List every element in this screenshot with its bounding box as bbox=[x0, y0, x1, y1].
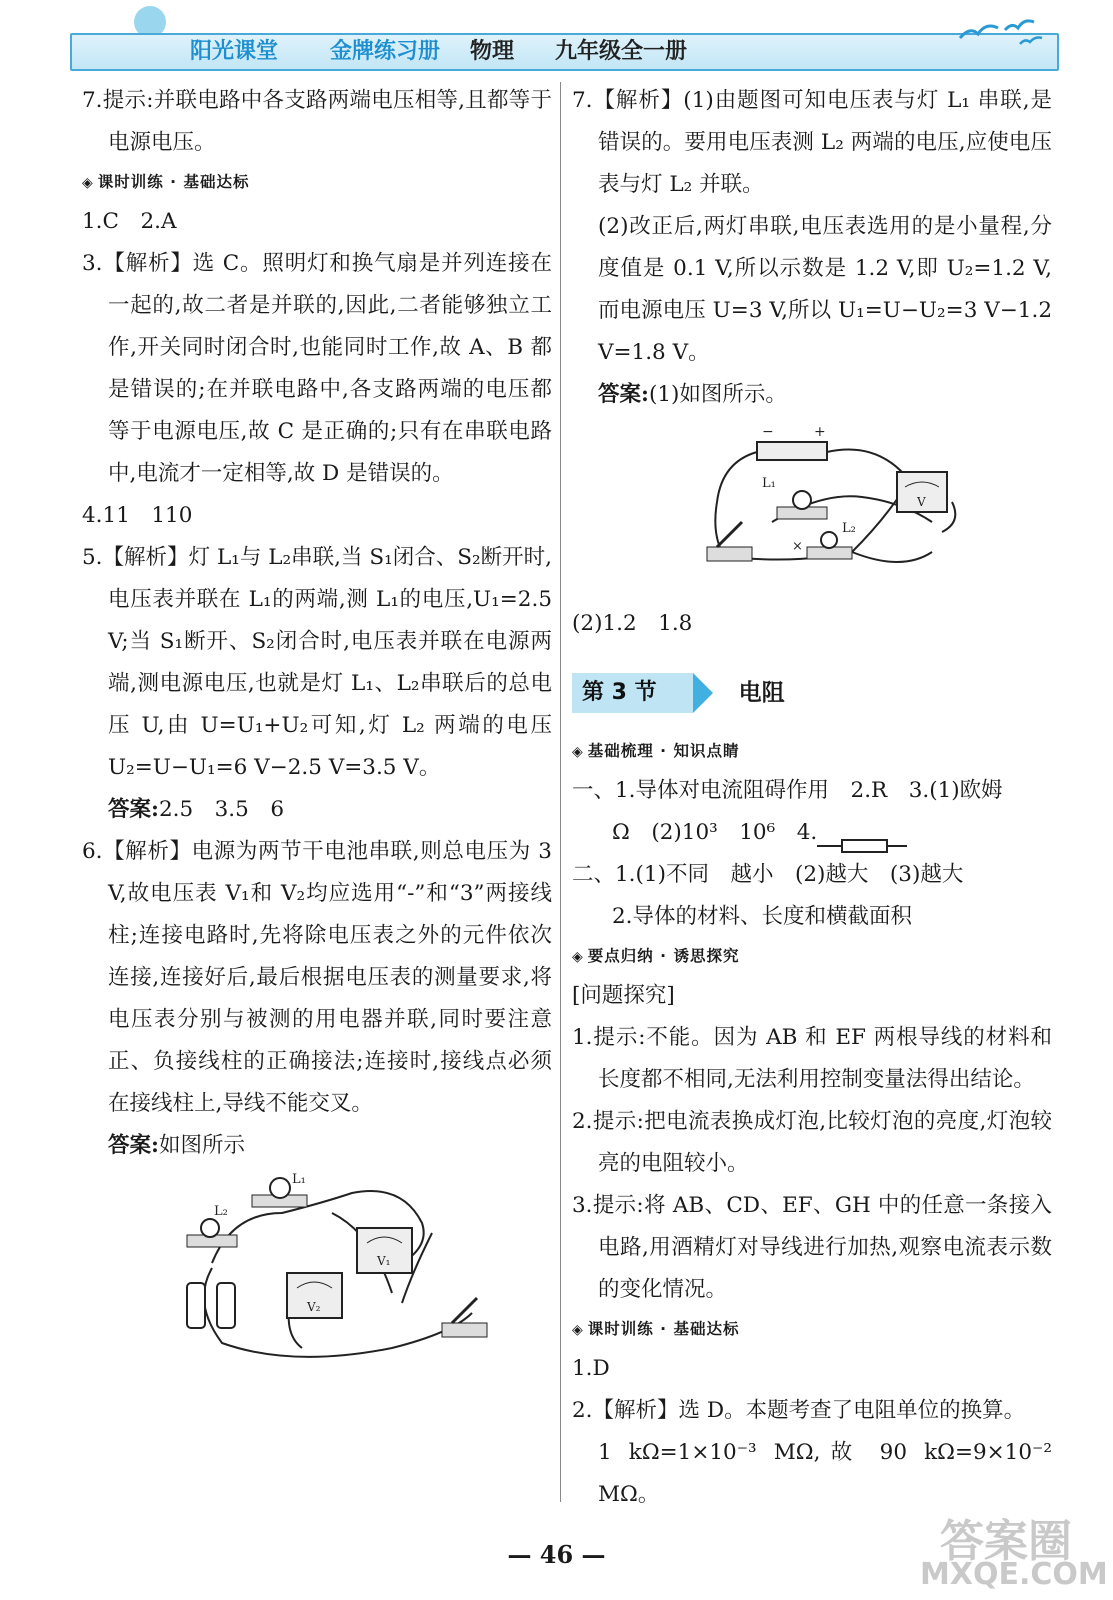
left-a4: 4.11 110 bbox=[82, 503, 193, 528]
left-a12: 1.C 2.A bbox=[82, 209, 177, 234]
section-heading bbox=[572, 671, 1052, 715]
svg-text:V₂: V₂ bbox=[307, 1300, 321, 1314]
svg-text:L₂: L₂ bbox=[842, 521, 856, 536]
right-e2: 2.提示:把电流表换成灯泡,比较灯泡的亮度,灯泡较亮的电阻较小。 bbox=[572, 1109, 1052, 1176]
watermark bbox=[920, 1505, 1110, 1595]
right-k1b: Ω (2)10³ 10⁶ 4. bbox=[572, 812, 1052, 854]
right-q7: 7.【解析】(1)由题图可知电压表与灯 L₁ 串联,是错误的。要用电压表测 L₂ 两端的电压,应使电压表与灯 L₂ 并联。 bbox=[572, 88, 1052, 197]
section-knowledge: ◈ 基础梳理 · 知识点睛 bbox=[572, 742, 740, 760]
right-ans7: 答案:(1)如图所示。 bbox=[598, 382, 787, 407]
left-q3: 3.【解析】选 C。照明灯和换气扇是并列连接在一起的,故二者是并联的,因此,二者能够独立工作,开关同时闭合时,也能同时工作,故 A、B 都是错误的;在并联电路中,各支路两端的电压都等于电源电压,故 C 是正确的;只有在串联电路中,电流才一定相等,故 D 是错误的。 bbox=[82, 251, 552, 486]
page-number: — 46 — bbox=[507, 1540, 606, 1569]
circuit-figure-left bbox=[172, 1173, 552, 1363]
right-ans7b: (2)1.2 1.8 bbox=[572, 611, 693, 636]
left-column bbox=[82, 80, 552, 1384]
right-b2b: 1 kΩ=1×10⁻³ MΩ,故 90 kΩ=9×10⁻² MΩ。 bbox=[598, 1440, 1052, 1507]
watermark-top: 答案圈 bbox=[940, 1516, 1072, 1567]
right-b1: 1.D bbox=[572, 1356, 610, 1381]
svg-text:L₁: L₁ bbox=[762, 476, 776, 491]
diamond-icon: ◈ bbox=[572, 744, 584, 760]
section-tag: 第 3 节 bbox=[572, 673, 693, 713]
right-e1: 1.提示:不能。因为 AB 和 EF 两根导线的材料和长度都不相同,无法利用控制变量法得出结论。 bbox=[572, 1025, 1052, 1092]
svg-text:L₁: L₁ bbox=[292, 1173, 306, 1187]
svg-text:V₁: V₁ bbox=[377, 1254, 391, 1268]
circuit-figure-right bbox=[702, 422, 1082, 582]
resistor-symbol-icon bbox=[817, 826, 907, 840]
left-q5: 5.【解析】灯 L₁与 L₂串联,当 S₁闭合、S₂断开时,电压表并联在 L₁的两端,测 L₁的电压,U₁=2.5 V;当 S₁断开、S₂闭合时,电压表并联在电源两端,测电源电压,也就是灯 L₁、L₂串联后的总电压 U,由 U=U₁+U₂可知,灯 L₂ 两端的电压 U₂=U−U₁=6 V−2.5 V=3.5 V。 bbox=[82, 545, 552, 780]
right-b2: 2.【解析】选 D。本题考查了电阻单位的换算。 bbox=[572, 1398, 1026, 1423]
left-q6: 6.【解析】电源为两节干电池串联,则总电压为 3 V,故电压表 V₁和 V₂均应选用“-”和“3”两接线柱;连接电路时,先将除电压表之外的元件依次连接,连接好后,最后根据电压表的测量要求,将电压表分别与被测的用电器并联,同时要注意正、负接线柱的正确接法;连接时,接线点必须在接线柱上,导线不能交叉。 bbox=[82, 839, 552, 1116]
right-k1: 一、1.导体对电流阻碍作用 2.R 3.(1)欧姆 bbox=[572, 778, 1003, 803]
svg-text:L₂: L₂ bbox=[214, 1204, 228, 1219]
svg-text:+: + bbox=[814, 424, 826, 440]
page-header bbox=[0, 0, 1113, 72]
section-basic-left: ◈ 课时训练 · 基础达标 bbox=[82, 173, 250, 191]
section-basic-right: ◈ 课时训练 · 基础达标 bbox=[572, 1320, 740, 1338]
column-divider bbox=[560, 82, 561, 1502]
right-q7b: (2)改正后,两灯串联,电压表选用的是小量程,分度值是 0.1 V,所以示数是 1.2 V,即 U₂=1.2 V,而电源电压 U=3 V,所以 U₁=U−U₂=3 V−1.2 V=1.8 V。 bbox=[598, 214, 1052, 365]
section-key: ◈ 要点归纳 · 诱思探究 bbox=[572, 947, 740, 965]
diamond-icon: ◈ bbox=[572, 1322, 584, 1338]
svg-text:×: × bbox=[792, 539, 803, 554]
header-grade: 九年级全一册 bbox=[555, 39, 688, 64]
left-q7: 7.提示:并联电路中各支路两端电压相等,且都等于电源电压。 bbox=[82, 88, 552, 155]
diamond-icon: ◈ bbox=[572, 949, 584, 965]
right-e3: 3.提示:将 AB、CD、EF、GH 中的任意一条接入电路,用酒精灯对导线进行加热,观察电流表示数的变化情况。 bbox=[572, 1193, 1052, 1302]
diamond-icon: ◈ bbox=[82, 175, 94, 191]
left-ans6: 答案:如图所示 bbox=[108, 1133, 245, 1158]
svg-text:V: V bbox=[917, 495, 926, 509]
right-k2: 二、1.(1)不同 越小 (2)越大 (3)越大 bbox=[572, 862, 964, 887]
right-column bbox=[572, 80, 1052, 1516]
watermark-bottom: MXQE.COM bbox=[920, 1557, 1108, 1592]
right-k2b: 2.导体的材料、长度和横截面积 bbox=[612, 904, 913, 929]
left-ans5: 答案:2.5 3.5 6 bbox=[108, 797, 285, 822]
birds-icon bbox=[950, 8, 1050, 48]
header-series: 阳光课堂 bbox=[190, 39, 279, 64]
right-explore: [问题探究] bbox=[572, 983, 675, 1008]
section-title: 电阻 bbox=[738, 680, 785, 706]
header-book-title: 金牌练习册 bbox=[330, 39, 441, 64]
header-subject: 物理 bbox=[470, 39, 515, 64]
svg-text:−: − bbox=[762, 424, 774, 440]
